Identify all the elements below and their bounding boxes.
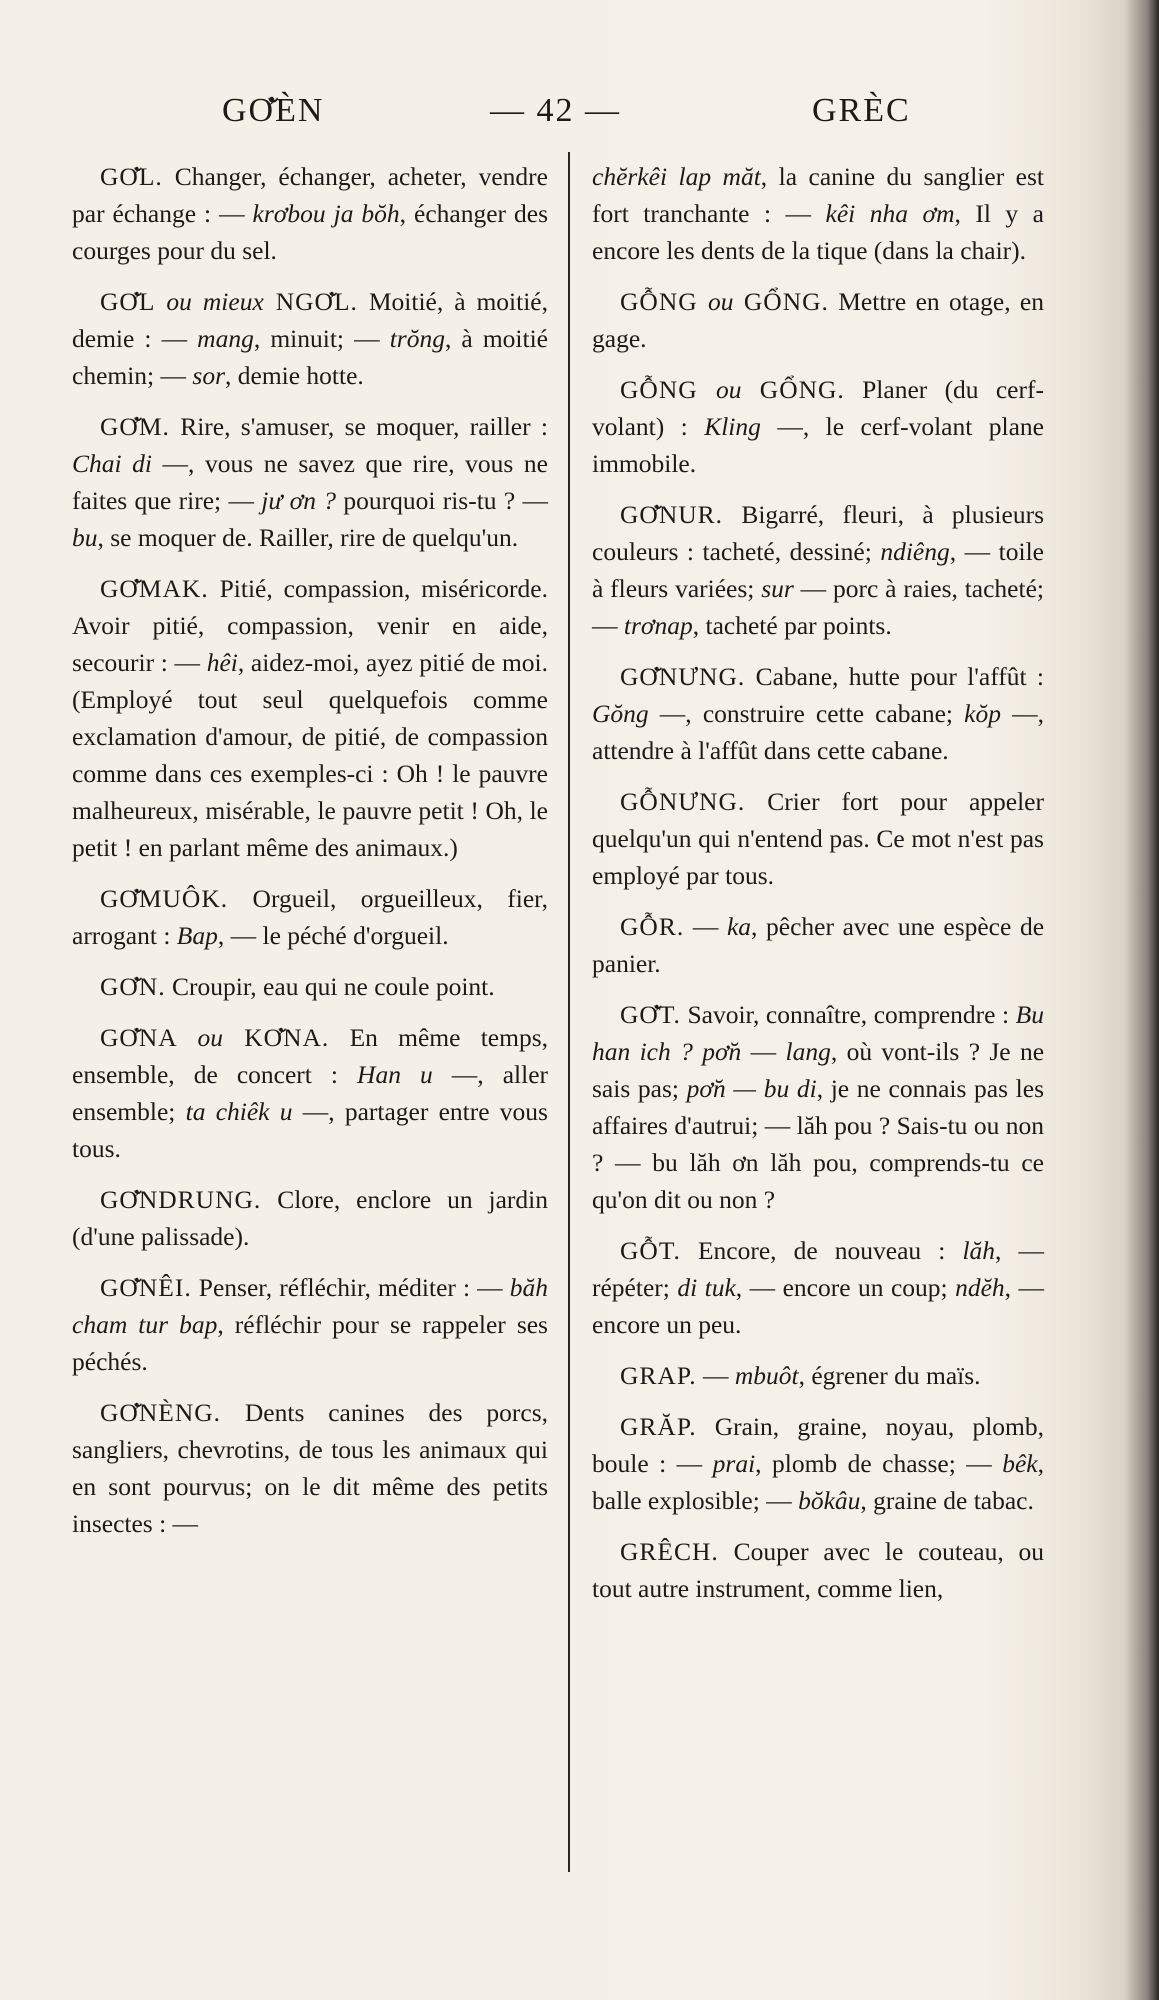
dictionary-entry: GRAP. — mbuôt, égrener du maïs. bbox=[620, 1361, 981, 1390]
dictionary-entry: GƠ̆N. Croupir, eau qui ne coule point. bbox=[100, 972, 495, 1001]
dictionary-entry: GƠ̆NUR. Bigarré, fleuri, à plusieurs couleurs : tacheté, dessiné; ndiêng, — toile à fleurs variées; sur — porc à raies, tacheté; — trơnap, tacheté par points. bbox=[592, 500, 1044, 640]
dictionary-entry: GỖNƯNG. Crier fort pour appeler quelqu'un qui n'entend pas. Ce mot n'est pas employé par tous. bbox=[592, 787, 1044, 890]
dictionary-entry: GƠ̆L. Changer, échanger, acheter, vendre par échange : — krơbou ja bŏh, échanger des courges pour du sel. bbox=[72, 162, 548, 265]
dictionary-entry: GỖR. — ka, pêcher avec une espèce de panier. bbox=[592, 912, 1045, 978]
dictionary-entry: GƠ̆MAK. Pitié, compassion, miséricorde. Avoir pitié, compassion, venir en aide, secourir : — hêi, aidez-moi, ayez pitié de moi. (Employé tout seul quelquefois comme exclamation d'amour, de pitié, de compassion comme dans ces exemples-ci : Oh ! le pauvre malheureux, misérable, le pauvre petit ! Oh, le petit ! en parlant même des animaux.) bbox=[72, 574, 548, 862]
dictionary-entry: GƠ̆MUÔK. Orgueil, orgueilleux, fier, arrogant : Bap, — le péché d'orgueil. bbox=[72, 884, 548, 950]
dictionary-entry: GRÊCH. Couper avec le couteau, ou tout autre instrument, comme lien, bbox=[592, 1537, 1044, 1603]
dictionary-entry: GƠ̆T. Savoir, connaître, comprendre : Bu han ich ? pơ̆n — lang, où vont-ils ? Je ne sais pas; pơ̆n — bu di, je ne connais pas les affaires d'autrui; — lăh pou ? Sais-tu ou non ? — bu lăh ơn lăh pou, comprends-tu ce qu'on dit ou non ? bbox=[592, 1000, 1045, 1214]
left-column bbox=[72, 158, 548, 1556]
dictionary-entry: GƠ̆NÊI. Penser, réfléchir, méditer : — băh cham tur bap, réfléchir pour se rappeler ses péchés. bbox=[72, 1273, 548, 1376]
dictionary-entry: GỖNG ou GỔNG. Mettre en otage, en gage. bbox=[592, 287, 1044, 353]
running-header bbox=[70, 92, 1050, 142]
dictionary-entry: GƠ̆NA ou KƠ̆NA. En même temps, ensemble, de concert : Han u —, aller ensemble; ta chiêk u —, partager entre vous tous. bbox=[72, 1023, 549, 1163]
column-divider bbox=[568, 152, 570, 1872]
dictionary-entry: GƠ̆M. Rire, s'amuser, se moquer, railler : Chai di —, vous ne savez que rire, vous ne faites que rire; — jư ơn ? pourquoi ris-tu ? — bu, se moquer de. Railler, rire de quelqu'un. bbox=[72, 412, 548, 552]
dictionary-entry: GƠ̆NƯNG. Cabane, hutte pour l'affût : Gŏng —, construire cette cabane; kŏp —, attendre à l'affût dans cette cabane. bbox=[592, 662, 1044, 765]
right-column bbox=[592, 158, 1044, 1621]
dictionary-entry: GƠ̆NÈNG. Dents canines des porcs, sangliers, chevrotins, de tous les animaux qui en sont pourvus; on le dit même des petits insectes : — bbox=[72, 1398, 548, 1538]
dictionary-entry-continuation: chĕrkêi lap măt, la canine du sanglier est fort tranchante : — kêi nha ơm, Il y a encore les dents de la tique (dans la chair). bbox=[592, 162, 1044, 265]
dictionary-entry: GỖT. Encore, de nouveau : lăh, — répéter; di tuk, — encore un coup; ndĕh, — encore un peu. bbox=[592, 1236, 1045, 1339]
header-right-guideword: GRÈC bbox=[812, 92, 911, 129]
header-left-guideword: GƠ̆ÈN bbox=[222, 92, 325, 129]
dictionary-entry: GƠ̆L ou mieux NGƠ̆L. Moitié, à moitié, demie : — mang, minuit; — trŏng, à moitié chemin; — sor, demie hotte. bbox=[72, 287, 548, 390]
dictionary-entry: GRĂP. Grain, graine, noyau, plomb, boule : — prai, plomb de chasse; — bêk, balle explosible; — bŏkâu, graine de tabac. bbox=[592, 1412, 1044, 1515]
dictionary-entry: GƠ̆NDRUNG. Clore, enclore un jardin (d'une palissade). bbox=[72, 1185, 548, 1251]
dictionary-entry: GỖNG ou GỔNG. Planer (du cerf-volant) : Kling —, le cerf-volant plane immobile. bbox=[592, 375, 1044, 478]
page-number: — 42 — bbox=[490, 92, 621, 129]
